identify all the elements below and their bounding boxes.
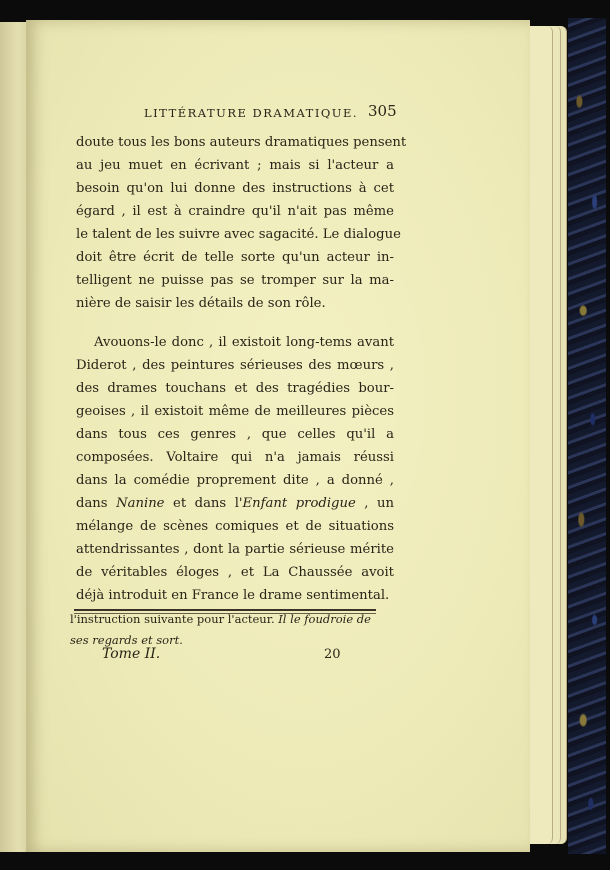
signature-tome: Tome II.: [102, 646, 161, 662]
text-line: le talent de les suivre avec sagacité. Le dialogue: [76, 227, 401, 242]
text-line: nière de saisir les détails de son rôle.: [76, 296, 326, 311]
text-line: dans tous ces genres , que celles qu'il a: [76, 427, 394, 442]
footnote-italic: Il le foudroie de: [278, 612, 371, 626]
text-run: et dans l': [164, 496, 243, 511]
text-line: attendrissantes , dont la partie sérieuse mérite: [76, 542, 394, 557]
text-line-with-titles: [76, 496, 394, 511]
text-line: Avouons-le donc , il existoit long-tems avant: [94, 335, 394, 350]
text-line: Diderot , des peintures sérieuses des mœurs ,: [76, 358, 394, 373]
text-line: geoises , il existoit même de meilleures pièces: [76, 404, 394, 419]
play-title-nanine: Nanine: [116, 496, 165, 511]
footnote-italic: ses regards et sort.: [70, 633, 183, 647]
text-line: besoin qu'on lui donne des instructions à cet: [76, 181, 394, 196]
text-line: déjà introduit en France le drame sentimental.: [76, 588, 390, 603]
text-line: telligent ne puisse pas se tromper sur la ma-: [76, 273, 394, 288]
text-line: mélange de scènes comiques et de situations: [76, 519, 394, 534]
text-line: des drames touchans et des tragédies bour-: [76, 381, 394, 396]
play-title-enfant-prodigue: Enfant prodigue: [242, 496, 356, 511]
text-line: doit être écrit de telle sorte qu'un acteur in-: [76, 250, 394, 265]
text-line: doute tous les bons auteurs dramatiques pensent: [76, 135, 407, 150]
text-line: composées. Voltaire qui n'a jamais réussi: [76, 450, 394, 465]
text-line: dans la comédie proprement dite , a donné ,: [76, 473, 394, 488]
text-line: au jeu muet en écrivant ; mais si l'acteur a: [76, 158, 394, 173]
footnote-line-1: [70, 612, 371, 626]
signature-mark: 20: [324, 647, 341, 662]
text-line: égard , il est à craindre qu'il n'ait pas même: [76, 204, 394, 219]
footnote-text: l'instruction suivante pour l'acteur.: [70, 612, 279, 626]
book-page: [26, 20, 530, 852]
page-number: 305: [368, 102, 397, 120]
marbled-endpaper: [568, 18, 606, 854]
footnote-rule: [74, 609, 376, 611]
footnote-line-2: [70, 633, 183, 647]
text-run: , un: [355, 496, 394, 511]
text-line: de véritables éloges , et La Chaussée avoit: [76, 565, 394, 580]
running-head: LITTÉRATURE DRAMATIQUE.: [144, 106, 359, 120]
text-run: dans: [76, 496, 117, 511]
